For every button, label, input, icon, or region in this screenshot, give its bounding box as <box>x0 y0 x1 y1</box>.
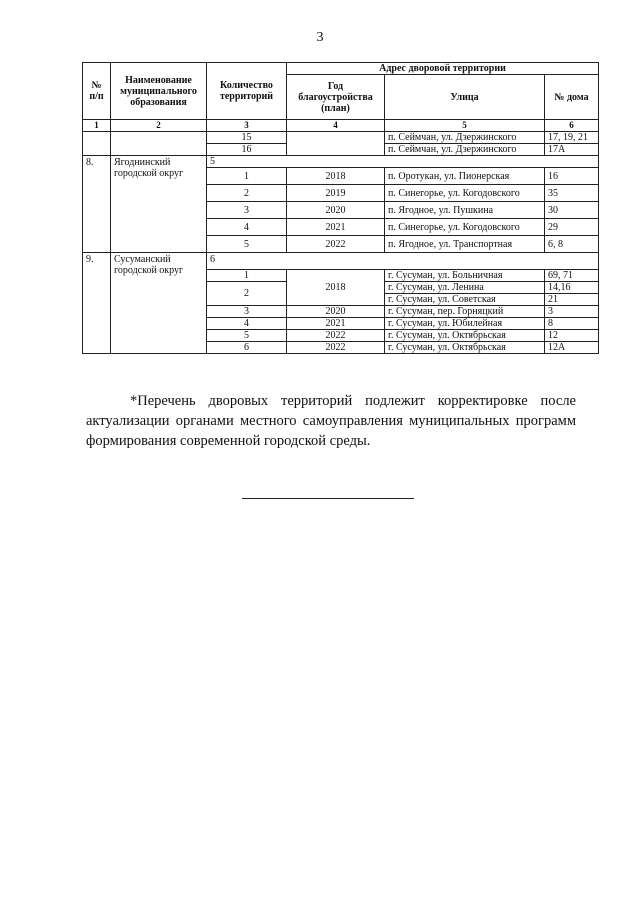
courtyard-registry-table <box>82 62 599 354</box>
street-cell: п. Ягодное, ул. Пушкина <box>385 202 545 219</box>
header-name: Наименование муниципального образования <box>111 63 207 120</box>
column-index: 5 <box>385 120 545 132</box>
house-cell: 16 <box>545 168 599 185</box>
street-cell: г. Сусуман, пер. Горняцкий <box>385 306 545 318</box>
idx-cell: 4 <box>207 318 287 330</box>
group-number: 8. <box>83 156 111 253</box>
street-cell: г. Сусуман, ул. Ленина <box>385 282 545 294</box>
street-cell: г. Сусуман, ул. Советская <box>385 294 545 306</box>
idx-cell: 16 <box>207 144 287 156</box>
year-cell: 2022 <box>287 236 385 253</box>
table-row <box>83 156 599 168</box>
house-cell: 21 <box>545 294 599 306</box>
footnote-text: *Перечень дворовых территорий подлежит корректировке после актуализации органами местного самоуправления муниципальных программ формирования современной городской среды. <box>86 392 576 449</box>
header-num: № п/п <box>83 63 111 120</box>
street-cell: п. Оротукан, ул. Пионерская <box>385 168 545 185</box>
house-cell: 3 <box>545 306 599 318</box>
table-row <box>83 253 599 270</box>
table-header-row <box>83 63 599 75</box>
name-cell <box>111 132 207 156</box>
idx-cell: 3 <box>207 306 287 318</box>
idx-cell: 15 <box>207 132 287 144</box>
year-cell: 2021 <box>287 219 385 236</box>
header-count: Количество территорий <box>207 63 287 120</box>
idx-cell: 5 <box>207 330 287 342</box>
street-cell: п. Ягодное, ул. Транспортная <box>385 236 545 253</box>
closing-divider-line <box>242 498 414 499</box>
column-index: 2 <box>111 120 207 132</box>
idx-cell: 4 <box>207 219 287 236</box>
column-index: 3 <box>207 120 287 132</box>
idx-cell: 1 <box>207 168 287 185</box>
year-cell: 2020 <box>287 202 385 219</box>
house-cell: 17А <box>545 144 599 156</box>
year-cell: 2022 <box>287 330 385 342</box>
page-number: 3 <box>316 30 324 45</box>
column-index-row <box>83 120 599 132</box>
house-cell: 12 <box>545 330 599 342</box>
house-cell: 69, 71 <box>545 270 599 282</box>
house-cell: 6, 8 <box>545 236 599 253</box>
territory-count: 5 <box>207 156 599 168</box>
table-row <box>83 132 599 144</box>
house-cell: 8 <box>545 318 599 330</box>
year-cell: 2022 <box>287 342 385 354</box>
street-cell: п. Сеймчан, ул. Дзержинского <box>385 132 545 144</box>
municipality-name: Ягоднинский городской округ <box>111 156 207 253</box>
year-cell: 2019 <box>287 185 385 202</box>
year-cell: 2020 <box>287 306 385 318</box>
house-cell: 35 <box>545 185 599 202</box>
idx-cell: 2 <box>207 185 287 202</box>
header-year: Год благоустройства (план) <box>287 75 385 120</box>
idx-cell: 3 <box>207 202 287 219</box>
street-cell: г. Сусуман, ул. Юбилейная <box>385 318 545 330</box>
street-cell: г. Сусуман, ул. Октябрьская <box>385 342 545 354</box>
num-cell <box>83 132 111 156</box>
year-cell <box>287 132 385 156</box>
house-cell: 29 <box>545 219 599 236</box>
column-index: 4 <box>287 120 385 132</box>
house-cell: 12А <box>545 342 599 354</box>
house-cell: 14,16 <box>545 282 599 294</box>
header-street: Улица <box>385 75 545 120</box>
idx-cell: 6 <box>207 342 287 354</box>
year-cell: 2021 <box>287 318 385 330</box>
column-index: 6 <box>545 120 599 132</box>
header-address: Адрес дворовой территории <box>287 63 599 75</box>
territory-count: 6 <box>207 253 599 270</box>
street-cell: п. Синегорье, ул. Когодовского <box>385 185 545 202</box>
column-index: 1 <box>83 120 111 132</box>
idx-cell: 2 <box>207 282 287 306</box>
street-cell: п. Синегорье, ул. Когодовского <box>385 219 545 236</box>
street-cell: г. Сусуман, ул. Октябрьская <box>385 330 545 342</box>
idx-cell: 1 <box>207 270 287 282</box>
house-cell: 30 <box>545 202 599 219</box>
street-cell: п. Сеймчан, ул. Дзержинского <box>385 144 545 156</box>
group-number: 9. <box>83 253 111 354</box>
house-cell: 17, 19, 21 <box>545 132 599 144</box>
year-cell: 2018 <box>287 270 385 306</box>
year-cell: 2018 <box>287 168 385 185</box>
header-house: № дома <box>545 75 599 120</box>
municipality-name: Сусуманский городской округ <box>111 253 207 354</box>
idx-cell: 5 <box>207 236 287 253</box>
street-cell: г. Сусуман, ул. Больничная <box>385 270 545 282</box>
